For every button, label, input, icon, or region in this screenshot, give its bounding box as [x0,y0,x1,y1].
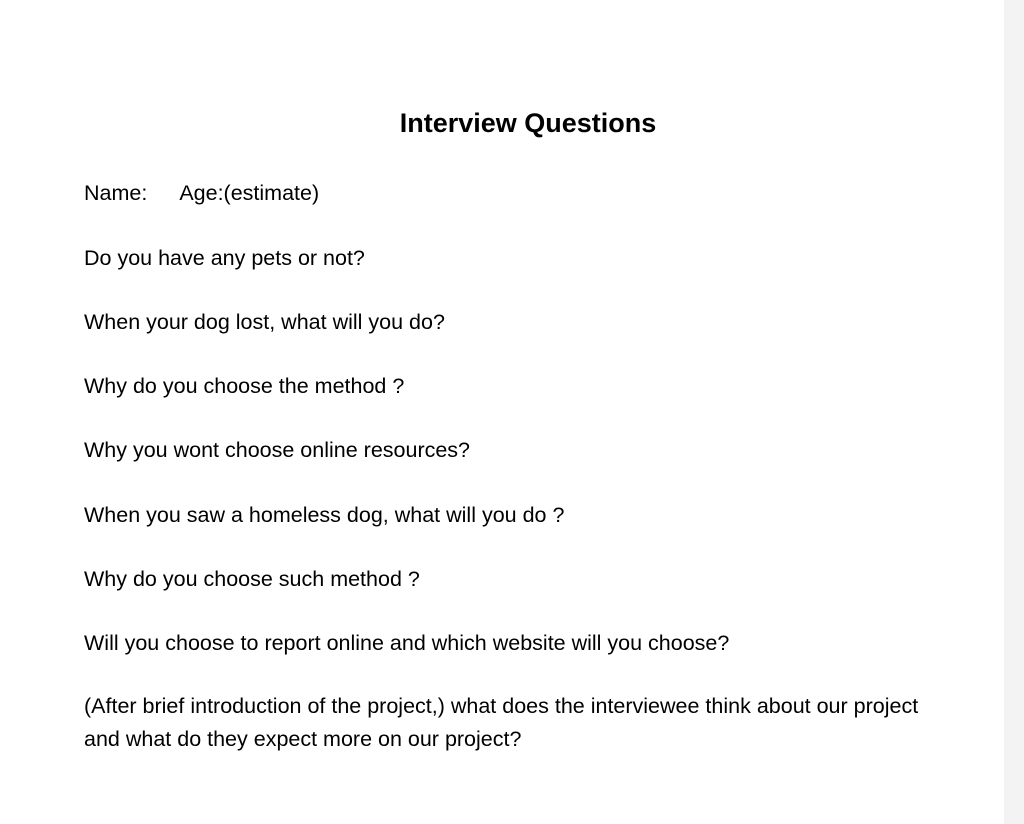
age-label: Age:(estimate) [179,181,320,205]
page-title: Interview Questions [399,108,657,138]
question-4: Why you wont choose online resources? [84,438,471,462]
question-3: Why do you choose the method ? [84,374,405,398]
name-label: Name: [84,181,148,205]
question-6: Why do you choose such method ? [84,567,420,591]
question-8: (After brief introduction of the project,) what does the interviewee think about our project and what do they expect more on our project? [84,694,919,751]
question-7: Will you choose to report online and which website will you choose? [84,631,730,655]
name-age-row [84,177,319,209]
question-2: When your dog lost, what will you do? [84,310,445,334]
question-5: When you saw a homeless dog, what will you do ? [84,503,565,527]
page-gutter [1004,0,1024,824]
question-1: Do you have any pets or not? [84,246,365,270]
